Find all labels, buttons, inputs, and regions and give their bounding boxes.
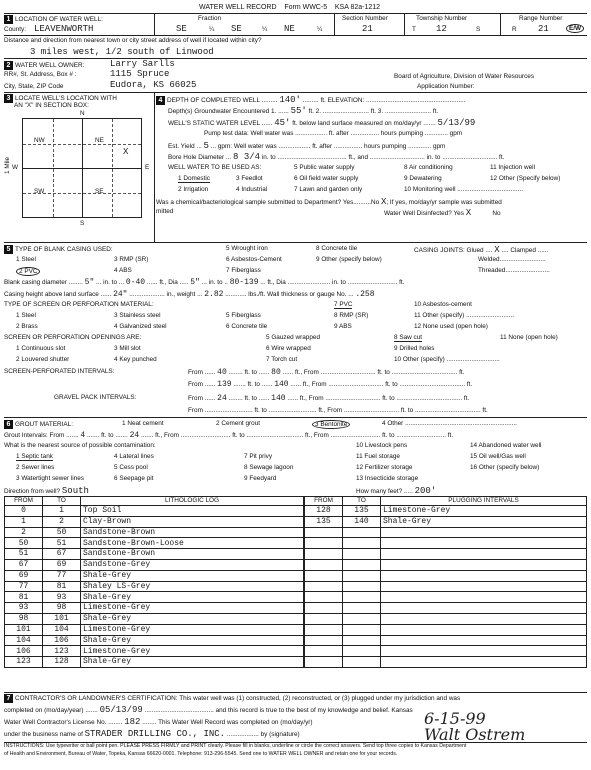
col-from: FROM [305,497,343,506]
table-row [5,559,304,570]
contam-source: 8 Sewage lagoon [244,464,294,471]
log-desc [381,613,587,624]
bore-hole-diameter: Bore Hole Diameter ... 8 3/4 in. to ....................................... ft., and ............................... in. to ............................... ft. [168,152,505,162]
contam-source: 4 Lateral lines [114,453,154,460]
casing-type: 6 Asbestos-Cement [226,256,282,263]
table-row [5,635,304,646]
completed-date: completed on (mo/day/year) ....... 05/13/99 ....................................... and this record is true to the best of my knowledge and belief. Kansas [4,705,413,715]
gravel-interval-2: From ........................... ft. to ........................... ft., From ............................... ft. to ..................................... ft. [188,407,488,414]
contam-source: 12 Fertilizer storage [356,464,413,471]
log-desc [381,538,587,549]
log-from: 123 [5,657,43,668]
log-to: 123 [43,646,81,657]
log-to: 128 [43,657,81,668]
log-desc: Shale-Grey [81,657,304,668]
casing-type: 5 Wrought iron [226,245,268,252]
table-row [5,549,304,560]
water-disinfected: Water Well Disinfected? Yes X No [384,208,501,218]
table-row [305,592,587,603]
instructions-line-2: of Health and Environment, Bureau of Water, Topeka, Kansas 66620-0001. Telephone: 913-296-5545. Send one to WATER WELL OWNER and retain one for your records. [4,751,398,757]
contam-direction: Direction from well? South [4,486,89,496]
log-from [305,613,343,624]
log-desc: Shaley LS-Grey [81,581,304,592]
use-option: 4 Industrial [236,186,268,193]
use-option: 7 Lawn and garden only [294,186,363,193]
compass-w: W [12,164,19,171]
col-lithologic-log: LITHOLOGIC LOG [81,497,304,506]
contam-distance: How many feet? ..... 200' [356,486,437,496]
casing-type: 8 Concrete tile [316,245,358,252]
log-from: 77 [5,581,43,592]
screen-material: 8 RMP (SR) [334,312,369,319]
use-option-domestic: 1 Domestic [178,175,210,182]
log-to: 140 [343,516,381,527]
log-desc [381,549,587,560]
log-desc: Limestone-Grey [81,646,304,657]
log-to: 98 [43,603,81,614]
log-to [343,657,381,668]
township-t: T [412,26,416,33]
log-desc [381,646,587,657]
contam-source: 2 Sewer lines [16,464,55,471]
record-date-handwritten: 6-15-99 [424,709,486,728]
log-desc [381,581,587,592]
table-row [5,657,304,668]
log-from: 98 [5,613,43,624]
table-row [5,506,304,517]
quadrant-nw: NW [34,137,45,144]
log-from [305,527,343,538]
log-from: 81 [5,592,43,603]
use-option: 6 Oil field water supply [294,175,359,182]
contam-source: 3 Watertight sewer lines [16,475,84,482]
log-desc [381,603,587,614]
log-desc: Shale-Grey [81,570,304,581]
opening-type: 11 None (open hole) [500,334,558,341]
log-desc: Sandstone-Brown [81,527,304,538]
table-row [5,592,304,603]
section-number-label: Section Number [342,15,388,22]
static-water-level: WELL'S STATIC WATER LEVEL ...... 45' ft. below land surface measured on mo/day/yr ....... 5/13/99 [168,118,476,128]
quarter-symbol: ¼ [209,26,215,33]
section-7-label: 7 CONTRACTOR'S OR LANDOWNER'S CERTIFICATION: This water well was (1) constructed, (2) reconstructed, or (3) plugged under my jurisdiction and was [4,694,460,703]
section-3-label: 3 LOCATE WELL'S LOCATION WITH [4,94,117,103]
log-to [343,559,381,570]
table-row [305,657,587,668]
casing-threaded: Threaded......................... [478,267,550,274]
grout-intervals: Grout Intervals: From ....... 4 ....... ft. to ....... 24 ....... ft., From ............................ ft. to ................................ ft., From ............................ ft. to ............................ ft. [4,431,454,440]
table-row [5,581,304,592]
table-row [5,646,304,657]
range-r: R [512,26,517,33]
log-to [343,613,381,624]
grout-bentonite: 3 Bentonite [312,420,350,429]
section-1-label: 1 LOCATION OF WATER WELL: [4,15,103,24]
table-row [305,603,587,614]
col-to: TO [43,497,81,506]
casing-height: Casing height above land surface ...... 24" .................... in., weight ... 2.82 ............ lbs./ft. Wall thickness or gauge No. ... .258 [4,290,375,299]
log-to [343,603,381,614]
table-row [5,516,304,527]
table-row [305,559,587,570]
contam-source: 5 Cess pool [114,464,148,471]
section-value: 21 [362,24,373,34]
owner-city: Eudora, KS 66025 [110,80,197,90]
lithologic-log-table [4,496,304,668]
opening-type: 3 Mill slot [114,345,141,352]
screen-pvc: 7 PVC [334,301,353,308]
fraction-1: SE [176,24,187,34]
casing-joints: CASING JOINTS: Glued .... X .... Clamped ...... [414,245,549,255]
casing-type: 7 Fiberglass [226,267,261,274]
log-desc: Limestone-Grey [81,624,304,635]
log-desc [381,635,587,646]
log-to [343,646,381,657]
log-desc [381,657,587,668]
log-from: 135 [305,516,343,527]
log-from [305,657,343,668]
screen-material: 10 Asbestos-cement [414,301,472,308]
log-from: 2 [5,527,43,538]
township-value: 12 [436,24,447,34]
log-desc: Shale-Grey [81,635,304,646]
mitted-label: mitted [156,208,174,215]
application-number-label: Application Number: [417,83,475,90]
col-to: TO [343,497,381,506]
township-direction: S [476,26,481,33]
grout-material: 1 Neat cement [122,420,164,427]
casing-type: 9 Other (specify below) [316,256,382,263]
distance-value: 3 miles west, 1/2 south of Linwood [30,47,214,57]
log-to [343,624,381,635]
casing-type: 3 RMP (SR) [114,256,149,263]
screen-material: 5 Fiberglass [226,312,261,319]
log-desc: Sandstone-Brown-Loose [81,538,304,549]
log-from [305,646,343,657]
opening-saw-cut: 8 Saw cut [394,334,423,341]
openings-label: SCREEN OR PERFORATION OPENINGS ARE: [4,334,142,341]
table-row [305,516,587,527]
mile-scale: 1 Mile [4,156,11,174]
fraction-label: Fraction [198,15,222,22]
contam-source: 11 Fuel storage [356,453,400,460]
use-option: 3 Feedlot [236,175,263,182]
log-desc [381,592,587,603]
table-row [305,570,587,581]
log-to: 81 [43,581,81,592]
log-from: 67 [5,559,43,570]
contam-source: 7 Pit privy [244,453,273,460]
water-well-record-form [4,4,587,766]
log-from [305,635,343,646]
opening-type: 6 Wire wrapped [266,345,311,352]
log-from: 93 [5,603,43,614]
chemical-sample: Was a chemical/bacteriological sample submitted to Department? Yes..........No X; If yes, mo/day/yr sample was submitted [156,197,502,207]
table-row [5,613,304,624]
contam-source: 10 Livestock pens [356,442,408,449]
screen-material: 4 Galvanized steel [114,323,167,330]
perforated-intervals-label: SCREEN-PERFORATED INTERVALS: [4,368,115,375]
county-label: County: [4,26,27,33]
table-row [305,613,587,624]
table-row [305,646,587,657]
log-to: 67 [43,549,81,560]
log-to: 93 [43,592,81,603]
log-from [305,538,343,549]
log-from [305,624,343,635]
log-to [343,581,381,592]
log-desc: Limestone-Grey [381,506,587,517]
table-row [305,538,587,549]
screen-material: 2 Brass [16,323,38,330]
grout-material: 2 Cement grout [216,420,261,427]
opening-type: 1 Continuous slot [16,345,66,352]
log-to: 101 [43,613,81,624]
log-desc: Limestone-Grey [81,603,304,614]
compass-e: E [145,164,150,171]
contam-source: 13 Insecticide storage [356,475,419,482]
contam-source: 9 Feedyard [244,475,277,482]
log-from [305,592,343,603]
log-from [305,581,343,592]
contractor-signature: Walt Ostrem [424,725,526,744]
opening-type: 10 Other (specify) .............................. [394,356,500,363]
instructions-line-1: INSTRUCTIONS: Use typewriter or ball point pen. PLEASE PRESS FIRMLY and PRINT clearly. Please fill in blanks, underline or circle the correct answers. Send top three copies to Kansas Department [4,743,467,749]
section-4-depth: 4 DEPTH OF COMPLETED WELL ......... 140' ......... ft. ELEVATION: ........................................................ [156,95,466,105]
log-to [343,549,381,560]
log-desc: Sandstone-Grey [81,559,304,570]
screen-material: 6 Concrete tile [226,323,268,330]
log-to [343,570,381,581]
log-from: 50 [5,538,43,549]
log-from: 69 [5,570,43,581]
lithologic-log-table-2 [304,496,587,668]
screen-material: 3 Stainless steel [114,312,161,319]
quarter-symbol: ¼ [262,26,268,33]
board-label: Board of Agriculture, Division of Water Resources [394,73,535,80]
log-to: 104 [43,624,81,635]
table-row [5,624,304,635]
log-from [305,603,343,614]
section-2-label: 2 WATER WELL OWNER: [4,61,84,70]
section-6-label: 6 GROUT MATERIAL: [4,420,73,429]
range-direction: E/W [566,24,584,33]
log-desc: Shale-Grey [381,516,587,527]
log-desc: Clay-Brown [81,516,304,527]
gravel-interval-1: From ...... 24 ........ ft. to ...... 140 ...... ft., From ............................... ft. to ..................................... ft. [188,394,470,403]
section-5-label: 5 TYPE OF BLANK CASING USED: [4,245,113,254]
compass-s: S [80,220,85,227]
pump-test-data: Pump test data: Well water was .................. ft. after ................ hours pumping ............. gpm [204,130,463,137]
owner-name: Larry Sarlls [110,59,175,69]
log-to [343,592,381,603]
township-label: Township Number [416,15,468,22]
log-desc [381,559,587,570]
log-from: 128 [305,506,343,517]
form-title: WATER WELL RECORD [199,4,277,11]
quarter-symbol: ¼ [317,26,323,33]
log-from: 101 [5,624,43,635]
city-label: City, State, ZIP Code [4,83,64,90]
gravel-pack-label: GRAVEL PACK INTERVALS: [54,394,137,401]
groundwater-depth: Depth(s) Groundwater Encountered 1. ...... 55' ft. 2. .......................... ft. 3. .......................... ft. [168,106,439,116]
screen-material: 1 Steel [16,312,36,319]
log-from [305,559,343,570]
log-desc [381,570,587,581]
perforated-interval-2: From ...... 139 ....... ft. to ...... 140 ...... ft., From ............................... ft. to ..................................... ft. [188,380,473,389]
screen-material: 9 ABS [334,323,352,330]
log-to [343,538,381,549]
log-from [305,570,343,581]
range-value: 21 [538,24,549,34]
log-desc: Shale-Grey [81,613,304,624]
table-row [5,538,304,549]
address-label: RR#, St. Address, Box # : [4,71,77,78]
use-option: 5 Public water supply [294,164,355,171]
table-row [305,581,587,592]
estimated-yield: Est. Yield ... 5 ... gpm: Well water was .................. ft. after ................ hours pumping ............. gpm [168,141,446,151]
use-option: 8 Air conditioning [404,164,453,171]
compass-n: N [80,110,85,117]
use-option: 11 Injection well [490,164,535,171]
log-from: 1 [5,516,43,527]
contamination-label: What is the nearest source of possible contamination: [4,442,156,449]
range-label: Range Number [519,15,563,22]
table-row [5,570,304,581]
quadrant-ne: NE [95,137,104,144]
quadrant-se: SE [95,188,104,195]
table-row [305,635,587,646]
license-number: Water Well Contractor's License No. ........ 182 ........ This Water Well Record was completed on (mo/day/yr) [4,717,313,727]
use-option: 12 Other (Specify below) [490,175,561,182]
use-option: 2 Irrigation [178,186,209,193]
section-box-grid [22,118,142,218]
log-to: 77 [43,570,81,581]
log-to: 50 [43,527,81,538]
opening-type: 2 Louvered shutter [16,356,70,363]
form-header [199,4,380,12]
log-to: 2 [43,516,81,527]
use-option: 9 Dewatering [404,175,442,182]
screen-material-label: TYPE OF SCREEN OR PERFORATION MATERIAL: [4,301,154,308]
distance-label: Distance and direction from nearest town or city street address of well if located within city? [4,37,262,44]
log-to: 135 [343,506,381,517]
table-row [5,603,304,614]
contam-source: 6 Seepage pit [114,475,154,482]
form-number: Form WWC-5 [284,4,328,11]
casing-type: 1 Steel [16,256,36,263]
opening-type: 7 Torch cut [266,356,298,363]
perforated-interval-1: From ...... 40 ........ ft. to ...... 80 ...... ft., From ............................... ft. to ..................................... ft. [188,368,465,377]
contam-source: 16 Other (specify below) [470,464,540,471]
log-from: 51 [5,549,43,560]
log-desc: Sandstone-Brown [81,549,304,560]
use-option: 10 Monitoring well ..................................... [404,186,523,193]
casing-type-pvc: 2 PVC [16,267,40,276]
ksa-reference: KSA 82a-1212 [334,4,381,11]
section-box-instruction: AN "X" IN SECTION BOX: [14,102,89,109]
log-desc [381,527,587,538]
log-from: 104 [5,635,43,646]
table-row [305,549,587,560]
log-from: 0 [5,506,43,517]
quadrant-sw: SW [34,188,45,195]
table-row [305,506,587,517]
log-from: 106 [5,646,43,657]
log-to: 1 [43,506,81,517]
screen-material: 11 Other (specify) ........................... [414,312,515,319]
log-to: 69 [43,559,81,570]
opening-type: 4 Key punched [114,356,157,363]
col-plugging-intervals: PLUGGING INTERVALS [381,497,587,506]
log-desc: Top Soil [81,506,304,517]
log-to [343,635,381,646]
well-location-mark: X [123,147,129,157]
contam-septic-tank: 1 Septic tank [16,453,53,460]
table-row [5,527,304,538]
casing-diameter: Blank casing diameter ........ 5" ... in. to ... 0-40 ...... ft., Dia ..... 5" ... in. to .. 80-139 ... ft., Dia ........................ in. to ............................ ft. [4,278,405,287]
table-row [305,624,587,635]
log-to: 51 [43,538,81,549]
county-value: LEAVENWORTH [34,24,94,34]
col-from: FROM [5,497,43,506]
log-to: 106 [43,635,81,646]
log-desc [381,624,587,635]
opening-type: 9 Drilled holes [394,345,435,352]
table-row [305,527,587,538]
business-name: under the business name of STRADER DRILLING CO., INC. .................. by (signature) [4,729,300,739]
log-to [343,527,381,538]
fraction-3: NE [284,24,295,34]
water-use-label: WELL WATER TO BE USED AS: [168,164,262,171]
screen-material: 12 None used (open hole) [414,323,488,330]
contam-source: 15 Oil well/Gas well [470,453,526,460]
contam-source: 14 Abandoned water well [470,442,542,449]
log-from [305,549,343,560]
owner-address: 1115 Spruce [110,69,170,79]
log-desc: Shale-Grey [81,592,304,603]
opening-type: 5 Gauzed wrapped [266,334,321,341]
casing-welded: Welded.......................... [478,256,546,263]
grout-material: 4 Other ............................................................... [382,420,517,427]
casing-type: 4 ABS [114,267,132,274]
fraction-2: SE [231,24,242,34]
